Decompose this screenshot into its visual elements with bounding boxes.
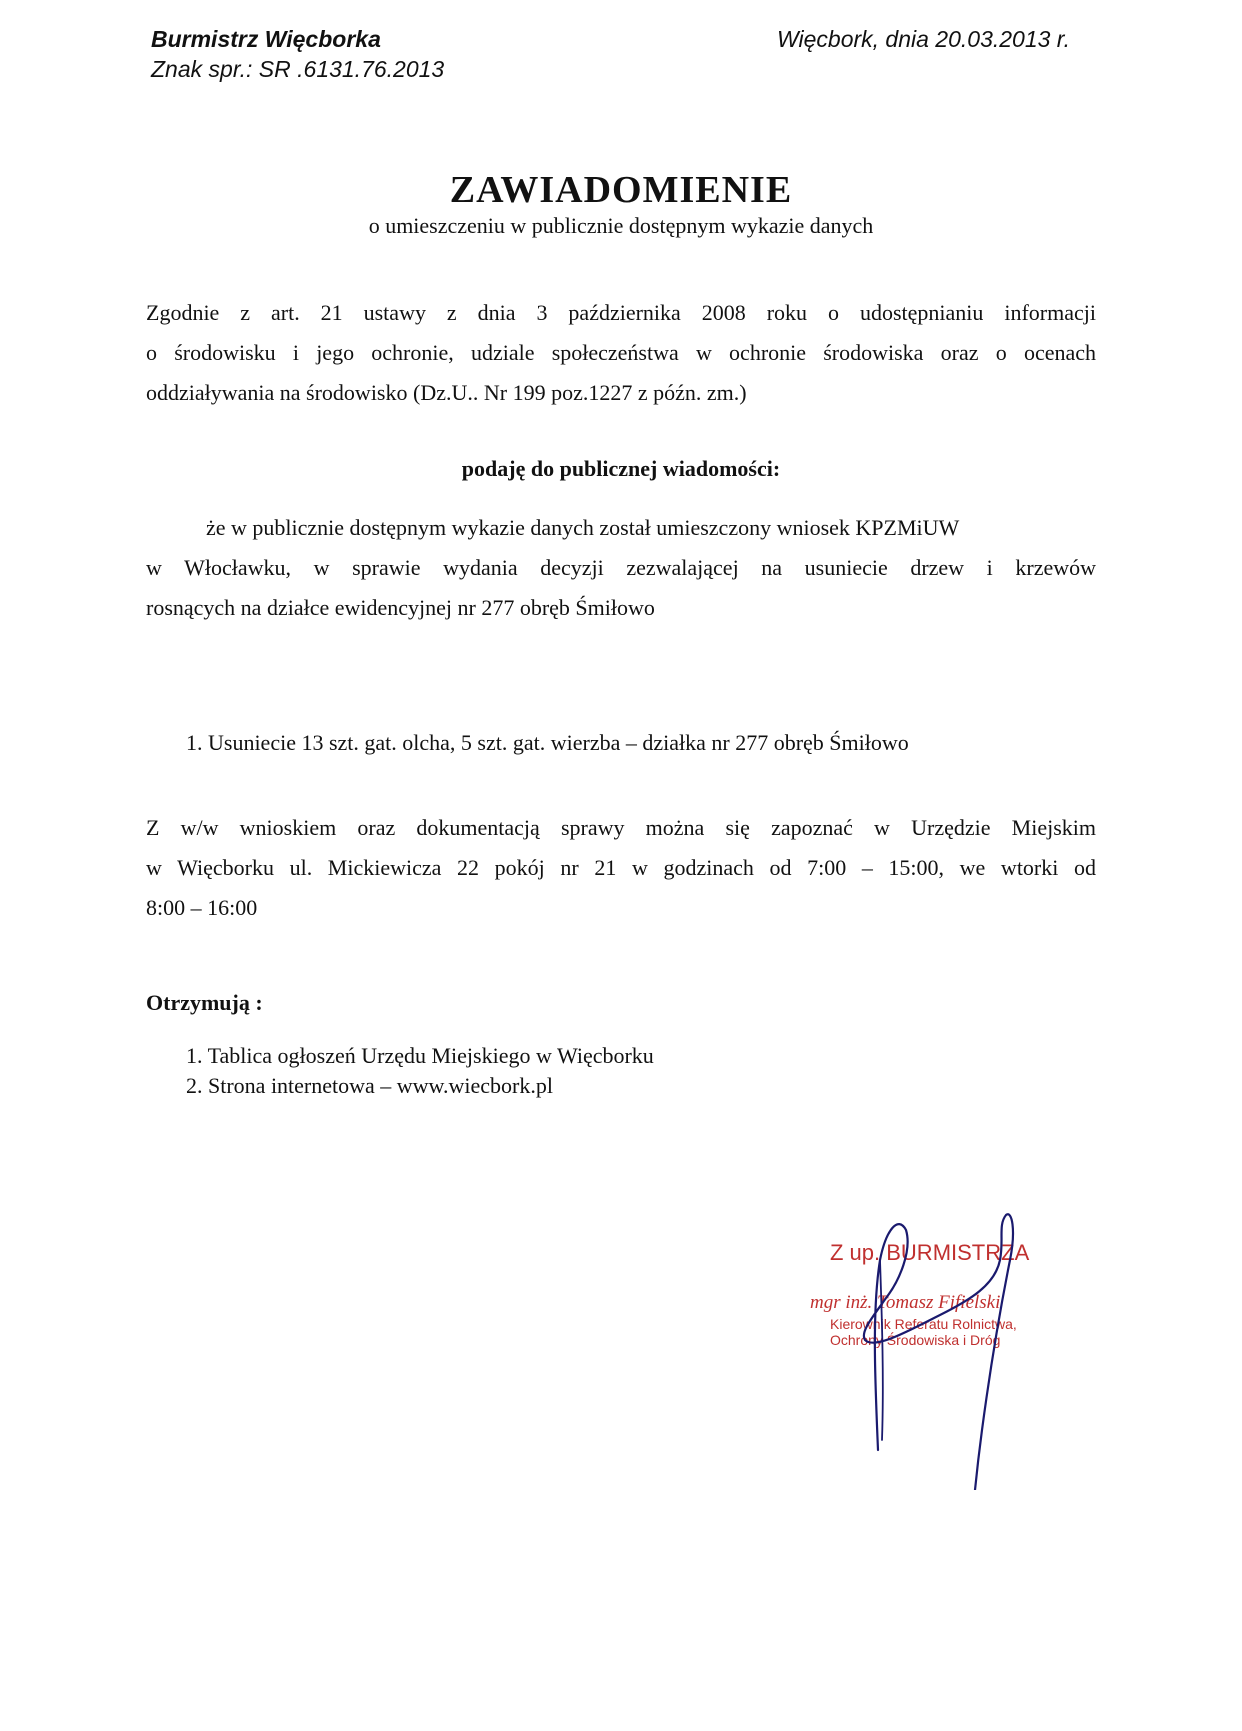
paragraph-line: Z w/w wnioskiem oraz dokumentacją sprawy można się zapoznać w Urzędzie Miejskim — [146, 815, 1096, 840]
document-header-issuer-block — [151, 24, 444, 84]
list-item: 1. Usuniecie 13 szt. gat. olcha, 5 szt. gat. wierzba – działka nr 277 obręb Śmiłowo — [186, 730, 909, 755]
document-title: ZAWIADOMIENIE — [449, 169, 793, 211]
announcement-heading: podaję do publicznej wiadomości: — [461, 456, 781, 481]
paragraph-line: w Więcborku ul. Mickiewicza 22 pokój nr 21 w godzinach od 7:00 – 15:00, we wtorki od — [146, 855, 1096, 880]
stamp-line: Kierownik Referatu Rolnictwa, — [830, 1316, 1017, 1332]
information-paragraph — [146, 808, 1096, 928]
items-list — [186, 728, 909, 758]
paragraph-line: o środowisku i jego ochronie, udziale społeczeństwa w ochronie środowiska oraz o ocenach — [146, 340, 1096, 365]
paragraph-line: w Włocławku, w sprawie wydania decyzji zezwalającej na usuniecie drzew i krzewów — [146, 555, 1096, 580]
paragraph-line: 8:00 – 16:00 — [146, 895, 258, 920]
issuer-name: Burmistrz Więcborka — [151, 26, 381, 52]
list-item: 1. Tablica ogłoszeń Urzędu Miejskiego w Więcborku — [186, 1043, 654, 1068]
paragraph-line: Zgodnie z art. 21 ustawy z dnia 3 października 2008 roku o udostępnianiu informacji — [146, 300, 1096, 325]
paragraph-line: oddziaływania na środowisko (Dz.U.. Nr 199 poz.1227 z późn. zm.) — [146, 380, 747, 405]
recipients-list — [186, 1041, 654, 1101]
paragraph-line: rosnących na działce ewidencyjnej nr 277 obręb Śmiłowo — [146, 595, 655, 620]
stamp-line: Ochrony Środowiska i Dróg — [830, 1332, 1001, 1348]
document-subtitle: o umieszczeniu w publicznie dostępnym wykazie danych — [368, 213, 874, 238]
stamp-line: mgr inż. Tomasz Fifielski — [810, 1292, 1001, 1313]
recipients-heading: Otrzymują : — [146, 990, 263, 1015]
list-item: 2. Strona internetowa – www.wiecbork.pl — [186, 1073, 553, 1098]
paragraph-line: że w publicznie dostępnym wykazie danych został umieszczony wniosek KPZMiUW — [206, 515, 960, 540]
place-and-date: Więcbork, dnia 20.03.2013 r. — [777, 26, 1071, 52]
case-reference: Znak spr.: SR .6131.76.2013 — [151, 56, 445, 82]
handwritten-signature — [820, 1200, 1060, 1490]
announcement-paragraph — [146, 508, 1096, 628]
stamp-line: Z up. BURMISTRZA — [830, 1240, 1030, 1265]
legal-basis-paragraph — [146, 293, 1096, 413]
